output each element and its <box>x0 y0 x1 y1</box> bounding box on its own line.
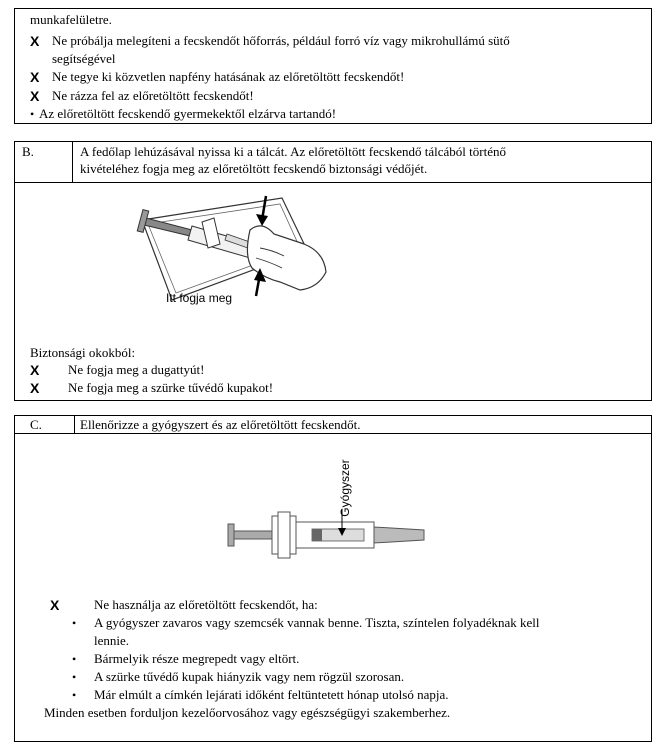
section-b-instruction-line2: kivételéhez fogja meg az előretöltött fecskendő biztonsági védőjét. <box>80 161 428 176</box>
bullet-mark: • <box>72 670 77 684</box>
safety-heading: Biztonsági okokból: <box>30 345 136 360</box>
warning-heating-cont: segítségével <box>52 51 116 66</box>
bullet-mark: • <box>72 616 77 630</box>
section-c-letter: C. <box>30 417 42 432</box>
section-b-letter: B. <box>22 144 34 159</box>
top-text-continued: munkafelületre. <box>30 12 112 27</box>
medicine-label: Gyógyszer <box>338 459 352 517</box>
consult-footer: Minden esetben forduljon kezelőorvosához vagy egészségügyi szakemberhez. <box>44 705 451 720</box>
note-children: Az előretöltött fecskendő gyermekektől elzárva tartandó! <box>39 106 337 121</box>
warning-plunger: Ne fogja meg a dugattyút! <box>68 362 205 377</box>
bullet-mark: • <box>72 652 77 666</box>
bullet-mark: • <box>30 107 35 121</box>
warning-needle-cap: Ne fogja meg a szürke tűvédő kupakot! <box>68 380 274 395</box>
warning-x-mark: X <box>30 33 40 49</box>
warning-sunlight: Ne tegye ki közvetlen napfény hatásának az előretöltött fecskendőt! <box>52 69 405 84</box>
section-c-instruction: Ellenőrizze a gyógyszert és az előretöltött fecskendőt. <box>80 417 361 432</box>
warning-x-mark: X <box>30 88 40 104</box>
section-b-letter-divider <box>72 141 73 183</box>
section-b-instruction-line1: A fedőlap lehúzásával nyissa ki a tálcát. Az előretöltött fecskendő tálcából történő <box>80 144 506 159</box>
warning-x-mark: X <box>30 380 40 396</box>
condition-cap-missing: A szürke tűvédő kupak hiányzik vagy nem rögzül szorosan. <box>94 669 405 684</box>
condition-cloudy-cont: lennie. <box>94 633 130 648</box>
grip-here-label: Itt fogja meg <box>166 291 233 305</box>
warning-shake: Ne rázza fel az előretöltött fecskendőt! <box>52 88 254 103</box>
section-c-letter-divider <box>74 415 75 434</box>
syringe-illustration <box>224 510 430 560</box>
warning-intro: Ne használja az előretöltött fecskendőt, ha: <box>94 597 318 612</box>
section-c-header-divider <box>14 433 652 434</box>
bullet-mark: • <box>72 688 77 702</box>
condition-cloudy: A gyógyszer zavaros vagy szemcsék vannak benne. Tiszta, színtelen folyadéknak kell <box>94 615 540 630</box>
condition-expired: Már elmúlt a címkén lejárati időként feltüntetett hónap utolsó napja. <box>94 687 449 702</box>
warning-x-mark: X <box>30 69 40 85</box>
warning-x-mark: X <box>30 362 40 378</box>
warning-x-mark: X <box>50 597 60 613</box>
condition-cracked: Bármelyik része megrepedt vagy eltört. <box>94 651 300 666</box>
warning-heating: Ne próbálja melegíteni a fecskendőt hőforrás, például forró víz vagy mikrohullámú sütő <box>52 33 510 48</box>
section-b-header-divider <box>14 182 652 183</box>
